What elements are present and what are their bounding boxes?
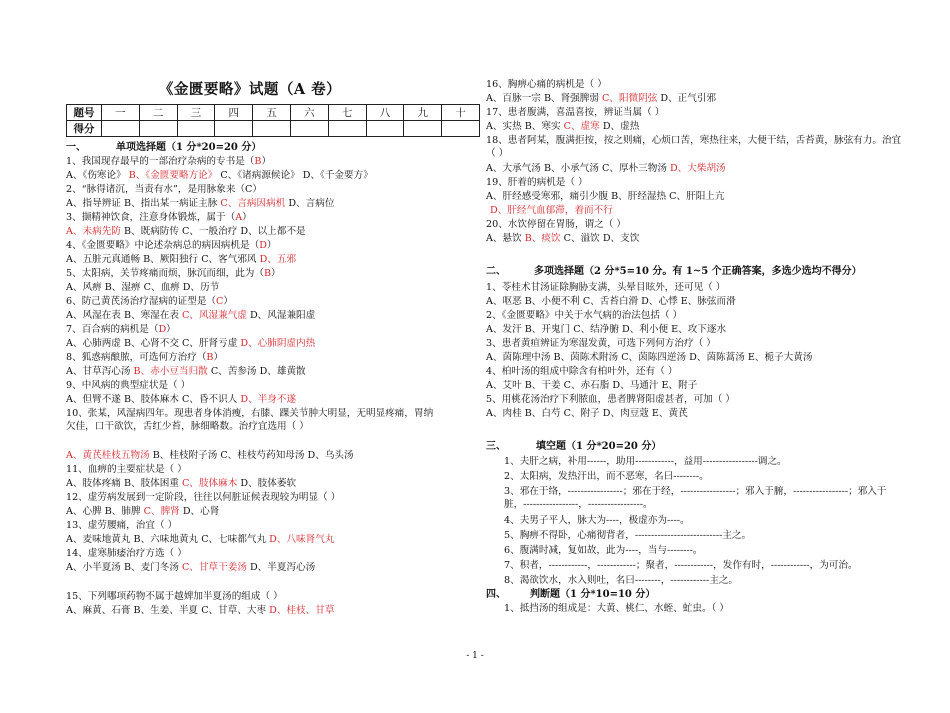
option-answer: D、半身不遂 <box>240 394 297 405</box>
options <box>66 449 354 462</box>
question: 16、胸痹心痛的病机是（ ） <box>486 79 607 90</box>
fill-blank: 7、积者，------------，------------；聚者，------------，发作有时，------------，为可治。 <box>504 560 858 571</box>
options: A、风痹 B、湿痹 C、血痹 D、历节 <box>66 282 220 293</box>
score-col: 一 <box>102 105 140 121</box>
option-answer: C、阳微阴弦 <box>602 93 658 104</box>
score-col: 六 <box>290 105 328 121</box>
option-answer: D、肝经气血郁滞，着而不行 <box>490 205 613 216</box>
question-text: ） <box>261 156 272 167</box>
option: B、既病防传 C、一般治疗 D、以上都不是 <box>120 226 306 237</box>
score-cell[interactable] <box>215 121 253 137</box>
option: A、麦味地黄丸 B、六味地黄丸 C、七味都气丸 <box>66 534 270 545</box>
question <box>66 267 281 280</box>
answer: B <box>254 156 262 167</box>
question: 5、用桃花汤治疗下利脓血，患者脾肾阳虚甚者，可加（ ） <box>486 394 735 405</box>
section-title: 多项选择题（2 分*5=10 分。有 1~5 个正确答案，多选少选均不得分） <box>534 266 862 277</box>
question: 1、苓桂术甘汤证除胸胁支满，头晕目眩外，还可见（ ） <box>486 282 726 293</box>
question-text: 8、狐惑病酿脓，可选何方治疗（ <box>66 352 207 363</box>
score-cell[interactable] <box>102 121 140 137</box>
score-col: 九 <box>404 105 442 121</box>
option: D、风湿兼阳虚 <box>246 310 316 321</box>
question: 17、患者腹满，喜温喜按，辨证当属（ ） <box>486 107 665 118</box>
option-answer: C、风湿兼气虚 <box>182 310 247 321</box>
question: 4、柏叶汤的组成中除含有柏叶外，还有（ ） <box>486 366 678 377</box>
option: D、正气引邪 <box>657 93 717 104</box>
option: B、桂枝附子汤 C、桂枝芍药知母汤 D、乌头汤 <box>149 450 354 461</box>
answer: A <box>235 212 243 223</box>
answer: B <box>263 268 272 279</box>
question: 2、《金匮要略》中关于水气病的治法包括（ ） <box>486 310 683 321</box>
options: A、呕恶 B、小便不利 C、舌苔白滑 D、心悸 E、脉弦而滑 <box>486 296 736 307</box>
options: A、发汗 B、开鬼门 C、结净腑 D、利小便 E、攻下逐水 <box>486 324 727 335</box>
question-text: ） <box>266 240 277 251</box>
option: C、溢饮 D、支饮 <box>560 233 640 244</box>
score-col: 七 <box>328 105 366 121</box>
options: A、肉桂 B、白芍 C、附子 D、肉豆蔻 E、黄芪 <box>486 408 688 419</box>
question: 15、下列哪项药物不属于越婢加半夏汤的组成（ ） <box>66 591 283 602</box>
option-answer: B、《金匮要略方论》 <box>128 170 218 181</box>
option-answer: D、五邪 <box>259 254 297 265</box>
option-answer: D、桂枝、甘草 <box>269 605 335 616</box>
option-answer: C、言病因病机 <box>220 198 286 209</box>
option: A、大承气汤 B、小承气汤 C、厚朴三物汤 <box>486 163 670 174</box>
question: 11、血痹的主要症状是（ ） <box>66 464 187 475</box>
options: A、茵陈理中汤 B、茵陈术附汤 C、茵陈四逆汤 D、茵陈蒿汤 E、栀子大黄汤 <box>486 352 813 363</box>
options: A、肝经感受寒邪，痛引少腹 B、肝经湿热 C、肝阳上亢 <box>486 191 725 202</box>
page-number: - 1 - <box>466 651 484 661</box>
option: A、肢体疼痛 B、肢体困重 <box>66 478 183 489</box>
options <box>66 225 306 238</box>
option: A、麻黄、石膏 B、生姜、半夏 C、甘草、大枣 <box>66 605 270 616</box>
fill-blank: 1、夫肝之病，补用------，助用------------，益用-----------------调之。 <box>504 456 787 467</box>
option: A、风湿在表 B、寒湿在表 <box>66 310 183 321</box>
answer: C <box>216 296 224 307</box>
option: C、《诸病源候论》 D、《千金要方》 <box>220 170 373 181</box>
option: A、实热 B、寒实 <box>486 121 564 132</box>
section-heading <box>66 141 261 154</box>
question <box>66 351 223 364</box>
question-text: 3、撷精神饮食，注意身体锻炼，属于（ <box>66 212 236 223</box>
option: D、心肾 <box>179 506 220 517</box>
section-number: 一、 <box>66 142 86 153</box>
option: A、悬饮 <box>486 233 525 244</box>
options <box>66 604 334 617</box>
score-col: 二 <box>139 105 177 121</box>
score-table <box>66 104 480 137</box>
score-col: 八 <box>366 105 404 121</box>
score-cell[interactable] <box>290 121 328 137</box>
option-answer: B、赤小豆当归散 <box>133 366 208 377</box>
score-cell[interactable] <box>442 121 480 137</box>
options <box>66 393 296 406</box>
question <box>66 155 271 168</box>
score-header-row <box>67 105 480 121</box>
question <box>66 211 252 224</box>
question-text: ） <box>242 212 252 223</box>
option: A、五脏元真通畅 B、厥阳独行 C、客气邪风 <box>66 254 260 265</box>
option-answer: C、虚寒 <box>563 121 600 132</box>
section-title: 单项选择题（1 分*20=20 分） <box>116 142 262 153</box>
question <box>66 295 233 308</box>
score-cell[interactable] <box>253 121 291 137</box>
question-text: ） <box>213 352 224 363</box>
section-heading <box>486 588 655 601</box>
options <box>486 120 639 133</box>
question-text: ） <box>166 324 176 335</box>
option-answer: A、黄芪桂枝五物汤 <box>66 450 150 461</box>
options <box>66 365 306 378</box>
question: 9、中风病的典型症状是（ ） <box>66 380 191 391</box>
answer: D <box>158 324 167 335</box>
answer: D <box>259 240 267 251</box>
question-text: 7、百合病的病机是（ <box>66 324 159 335</box>
question-text: ） <box>223 296 233 307</box>
option: D、肢体萎软 <box>237 478 297 489</box>
question: 18、患者阿某，腹满拒按，按之则痛，心烦口苦，寒热往来，大便干结，舌苔黄，脉弦有力。治宜（ ） <box>486 135 902 159</box>
score-cell[interactable] <box>366 121 404 137</box>
options <box>66 169 373 182</box>
question <box>66 323 176 336</box>
section-heading <box>486 440 661 453</box>
score-col: 三 <box>177 105 215 121</box>
section-number: 四、 <box>486 589 506 600</box>
question: 14、虚寒肺痿治疗方选（ ） <box>66 548 187 559</box>
option: A、但臂不遂 B、肢体麻木 C、昏不识人 <box>66 394 241 405</box>
question: 3、患者黄疸辨证为寒湿发黄，可选下列何方治疗（ ） <box>486 338 716 349</box>
options <box>66 253 296 266</box>
score-col: 十 <box>442 105 480 121</box>
section-number: 二、 <box>486 266 506 277</box>
question-text: 4、《金匮要略》中论述杂病总的病因病机是（ <box>66 240 260 251</box>
option: A、《伤寒论》 <box>66 170 126 181</box>
score-col: 四 <box>215 105 253 121</box>
question-text: 1、我国现存最早的一部治疗杂病的专书是（ <box>66 156 255 167</box>
fill-blank: 4、夫男子平人，脉大为----，极虚亦为----。 <box>504 515 690 526</box>
option: A、小半夏汤 B、麦门冬汤 <box>66 562 183 573</box>
options <box>66 561 315 574</box>
section-heading <box>486 265 862 278</box>
score-cell[interactable] <box>139 121 177 137</box>
options <box>486 92 716 105</box>
options <box>66 197 334 210</box>
question: 2、“脉得诸沉，当责有水”，是用脉象来（C） <box>66 184 262 195</box>
fill-blank: 2、太阳病，发热汗出，而不恶寒，名曰--------。 <box>504 471 709 482</box>
option: A、百脉一宗 B、肾强脾弱 <box>486 93 603 104</box>
fill-blank: 6、腹满时减，复如故，此为----，当与--------。 <box>504 545 703 556</box>
judge-question: 1、抵挡汤的组成是：大黄、桃仁、水蛭、虻虫。（ ） <box>504 603 730 614</box>
option: D、虚热 <box>599 121 640 132</box>
option: D、半夏泻心汤 <box>246 562 316 573</box>
question: 10、张某，风湿病四年。现患者身体消瘦，右膝、踝关节肿大明显，无明显疼痛，胃纳欠佳，口干欲饮，舌红少苔，脉细略数。治疗宜选用（ ） <box>66 408 434 432</box>
question: 13、虚劳腰痛，治宜（ ） <box>66 520 178 531</box>
score-cell[interactable] <box>177 121 215 137</box>
answer: B <box>206 352 214 363</box>
fill-blank: 8、渴欲饮水，水入则吐，名曰--------，------------主之。 <box>504 575 739 586</box>
question: 19、肝着的病机是（ ） <box>486 177 588 188</box>
option-answer: C、脾肾 <box>143 506 180 517</box>
options <box>66 309 315 322</box>
option: A、指导辨证 B、指出某一病证主脉 <box>66 198 221 209</box>
option: A、甘草泻心汤 <box>66 366 134 377</box>
option: A、心肺两虚 B、心肾不交 C、肝肾亏虚 <box>66 338 241 349</box>
fill-blank: 3、邪在于络，-----------------；邪在于经，-----------------；邪入于腑，-----------------；邪入于脏，-----------------，-----------------。 <box>504 486 887 510</box>
options <box>486 162 726 175</box>
question: 12、虚劳病发展到一定阶段，往往以何脏证候表现较为明显（ ） <box>66 492 341 503</box>
question: 20、水饮停留在胃肠，谓之（ ） <box>486 219 626 230</box>
score-cell[interactable] <box>328 121 366 137</box>
option-answer: C、甘草干姜汤 <box>182 562 247 573</box>
section-number: 三、 <box>486 441 506 452</box>
score-col: 五 <box>253 105 291 121</box>
options <box>66 477 296 490</box>
score-row-label: 题号 <box>67 105 102 121</box>
option-answer: A、未病先防 <box>66 226 121 237</box>
fill-blank: 5、胸痹不得卧，心痛彻背者，---------------------------主之。 <box>504 530 752 541</box>
score-row-label: 得分 <box>67 121 102 137</box>
options <box>486 232 639 245</box>
section-title: 判断题（1 分*10=10 分） <box>530 589 656 600</box>
option-answer: C、肢体麻木 <box>182 478 238 489</box>
option-answer: D、八味肾气丸 <box>269 534 335 545</box>
question <box>66 239 276 252</box>
option: A、心脾 B、肺脾 <box>66 506 144 517</box>
options <box>66 337 315 350</box>
section-title: 填空题（1 分*20=20 分） <box>536 441 662 452</box>
option-answer: D、心肺阴虚内热 <box>240 338 316 349</box>
option-answer: B、痰饮 <box>524 233 561 244</box>
option: D、言病位 <box>285 198 335 209</box>
options <box>66 505 219 518</box>
score-cell[interactable] <box>404 121 442 137</box>
option-answer: D、大柴胡汤 <box>669 163 726 174</box>
question-text: 6、防己黄芪汤治疗湿病的证型是（ <box>66 296 217 307</box>
options: A、艾叶 B、干姜 C、赤石脂 D、马通汁 E、附子 <box>486 380 698 391</box>
option: C、苦参汤 D、雄黄散 <box>207 366 306 377</box>
score-value-row <box>67 121 480 137</box>
exam-title: 《金匮要略》试题（A 卷） <box>158 81 342 98</box>
question-text: ） <box>271 268 281 279</box>
question-text: 5、太阳病，关节疼痛而烦，脉沉而细，此为（ <box>66 268 264 279</box>
options <box>66 533 334 546</box>
